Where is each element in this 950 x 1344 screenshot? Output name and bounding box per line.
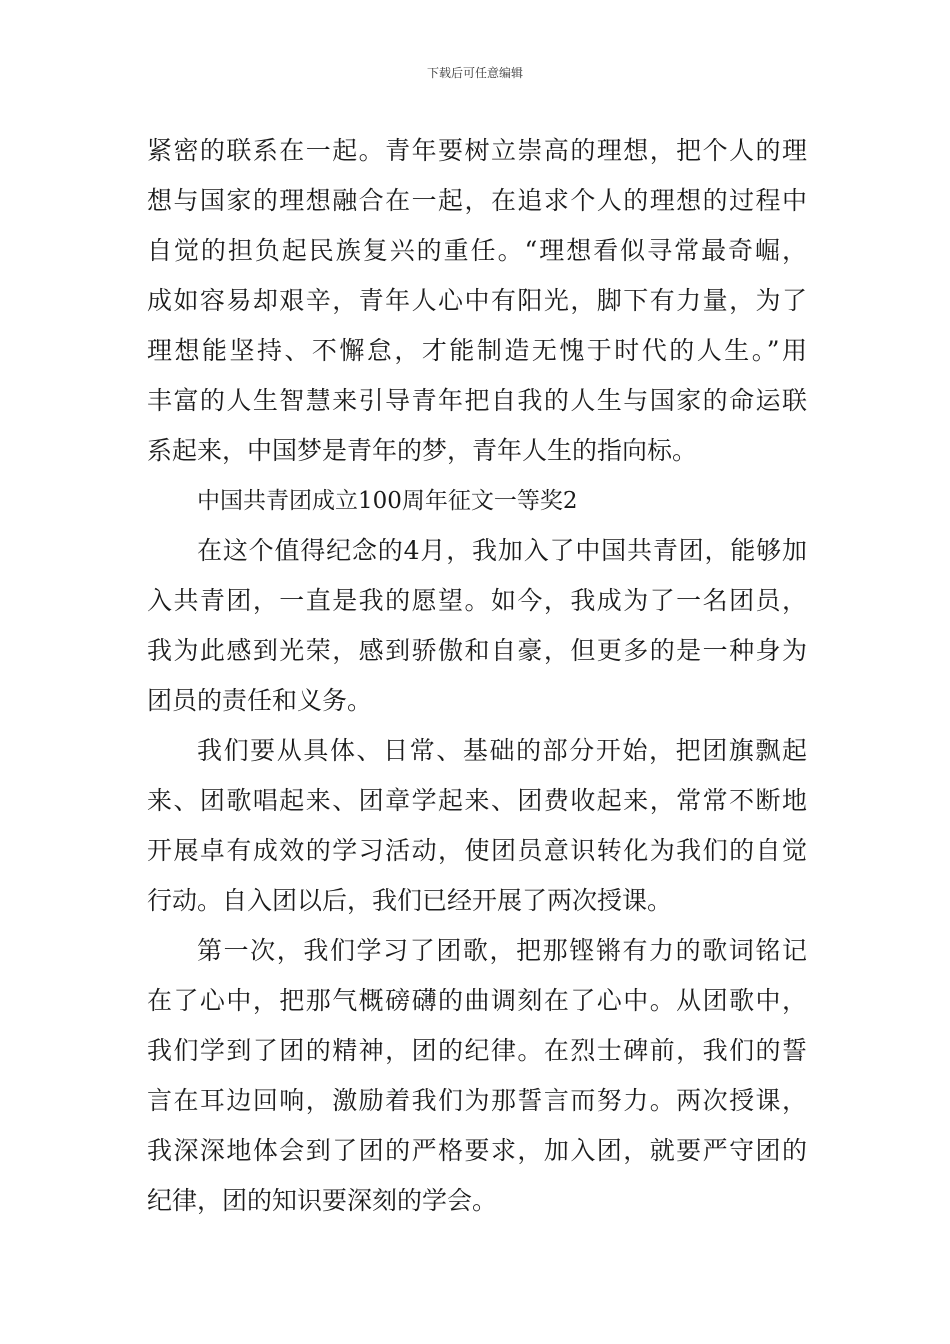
- text-line: 理想能坚持、不懈怠，才能制造无愧于时代的人生。”用: [147, 336, 807, 365]
- text-line: 入共青团，一直是我的愿望。如今，我成为了一名团员，: [147, 586, 807, 615]
- paragraph: [147, 526, 807, 726]
- text-line: 我们学到了团的精神，团的纪律。在烈士碑前，我们的誓: [147, 1036, 807, 1065]
- paragraph: [147, 126, 807, 476]
- text-line: 行动。自入团以后，我们已经开展了两次授课。: [147, 886, 673, 915]
- text-line: 我们要从具体、日常、基础的部分开始，把团旗飘起: [197, 736, 807, 765]
- text-line: 言在耳边回响，激励着我们为那誓言而努力。两次授课，: [147, 1086, 807, 1115]
- text-line: 系起来，中国梦是青年的梦，青年人生的指向标。: [147, 436, 698, 465]
- page-header-note: 下载后可任意编辑: [426, 66, 523, 80]
- text-line: 开展卓有成效的学习活动，使团员意识转化为我们的自觉: [147, 836, 807, 865]
- paragraph: [147, 926, 807, 1226]
- text-line: 自觉的担负起民族复兴的重任。“理想看似寻常最奇崛，: [147, 236, 807, 265]
- text-line: 成如容易却艰辛，青年人心中有阳光，脚下有力量，为了: [147, 286, 807, 315]
- document-body: [147, 126, 807, 1226]
- text-line: 我为此感到光荣，感到骄傲和自豪，但更多的是一种身为: [147, 636, 807, 665]
- text-line: 想与国家的理想融合在一起，在追求个人的理想的过程中: [147, 186, 807, 215]
- text-line: 团员的责任和义务。: [147, 686, 373, 715]
- text-line: 我深深地体会到了团的严格要求，加入团，就要严守团的: [147, 1136, 807, 1165]
- text-line: 在这个值得纪念的4月，我加入了中国共青团，能够加: [197, 536, 807, 565]
- text-line: 在了心中，把那气概磅礴的曲调刻在了心中。从团歌中，: [147, 986, 807, 1015]
- text-line: 丰富的人生智慧来引导青年把自我的人生与国家的命运联: [147, 386, 807, 415]
- text-line: 来、团歌唱起来、团章学起来、团费收起来，常常不断地: [147, 786, 807, 815]
- text-line: 纪律，团的知识要深刻的学会。: [147, 1186, 498, 1215]
- text-line: 紧密的联系在一起。青年要树立崇高的理想，把个人的理: [147, 136, 807, 165]
- section-heading: 中国共青团成立100周年征文一等奖2: [197, 488, 578, 514]
- text-line: 第一次，我们学习了团歌，把那铿锵有力的歌词铭记: [197, 936, 807, 965]
- paragraph: [147, 726, 807, 926]
